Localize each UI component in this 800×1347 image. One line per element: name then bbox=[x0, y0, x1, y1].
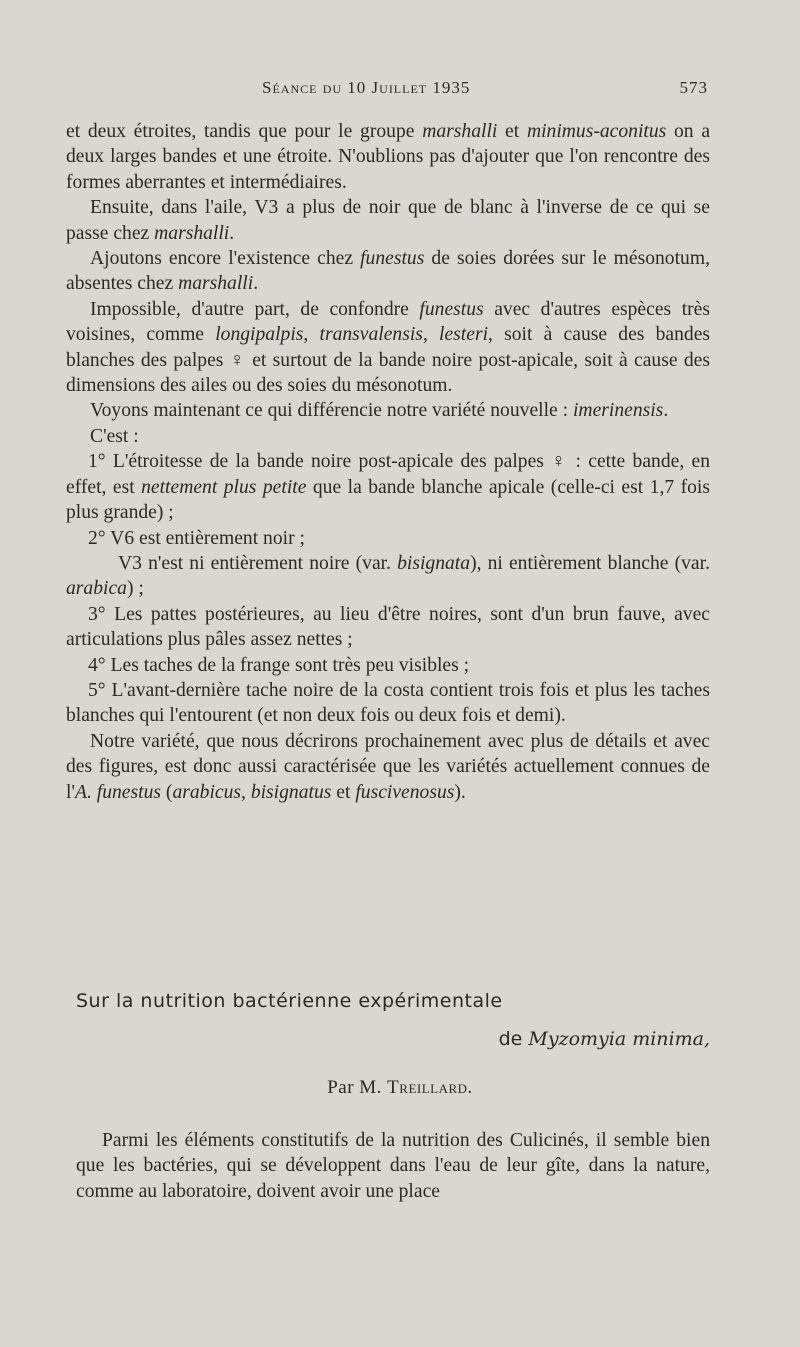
list-item: 4° Les taches de la frange sont très peu visibles ; bbox=[88, 654, 470, 676]
running-title: Séance du 10 Juillet 1935 bbox=[262, 78, 471, 97]
list-item: V3 n'est ni entièrement noire (var. bisignata), ni entièrement blanche (var. arabica) ; bbox=[66, 552, 710, 600]
paragraph: Impossible, d'autre part, de confondre funestus avec d'autres espèces très voisines, comme longipalpis, transvalensis, lesteri, soit à cause des bandes blanches des palpes ♀ et surtout de la bande noire post-apicale, soit à cause des dimensions des ailes ou des soies du mésonotum. bbox=[66, 298, 711, 397]
paragraph: Ensuite, dans l'aile, V3 a plus de noir que de blanc à l'inverse de ce qui se passe chez marshalli. bbox=[66, 197, 710, 244]
list-item: 3° Les pattes postérieures, au lieu d'être noires, sont d'un brun fauve, avec articulations plus pâles assez nettes ; bbox=[66, 603, 710, 651]
article-title-line-2 bbox=[499, 1028, 710, 1050]
list-item: 2° V6 est entièrement noir ; bbox=[88, 527, 305, 549]
article-body bbox=[76, 1128, 710, 1204]
paragraph: Notre variété, que nous décrirons prochainement avec plus de détails et avec des figures, est donc aussi caractérisée que les variétés actuellement connues de l'A. funestus (arabicus, bisignatus et fuscivenosus). bbox=[66, 730, 710, 803]
list-item: 1° L'étroitesse de la bande noire post-apicale des palpes ♀ : cette bande, en effet, est nettement plus petite que la bande blanche apicale (celle-ci est 1,7 fois plus grande) ; bbox=[66, 451, 710, 524]
article-title-species: Myzomyia minima, bbox=[528, 1028, 710, 1050]
paragraph: Ajoutons encore l'existence chez funestus de soies dorées sur le mésonotum, absentes chez marshalli. bbox=[66, 248, 710, 295]
paragraph: et deux étroites, tandis que pour le groupe marshalli et minimus-aconitus on a deux larges bandes et une étroite. N'oublions pas d'ajouter que l'on rencontre des formes aberrantes et intermédiaires. bbox=[66, 121, 711, 193]
byline-author: Treillard. bbox=[387, 1077, 473, 1098]
paragraph: Voyons maintenant ce qui différencie notre variété nouvelle : imerinensis. bbox=[90, 400, 669, 422]
running-head bbox=[0, 78, 800, 108]
article-title-line-1: Sur la nutrition bactérienne expérimentale bbox=[76, 990, 503, 1012]
body-text bbox=[66, 119, 710, 805]
byline-prefix: Par M. bbox=[327, 1077, 388, 1098]
paragraph: C'est : bbox=[90, 425, 139, 447]
list-item: 5° L'avant-dernière tache noire de la costa contient trois fois et plus les taches blanches qui l'entourent (et non deux fois ou deux fois et demi). bbox=[66, 679, 710, 727]
page-number: 573 bbox=[679, 78, 708, 97]
article-title-prefix: de bbox=[498, 1028, 529, 1050]
byline bbox=[0, 1077, 800, 1099]
paragraph: Parmi les éléments constitutifs de la nutrition des Culicinés, il semble bien que les bactéries, qui se développent dans l'eau de leur gîte, dans la nature, comme au laboratoire, doivent avoir une place bbox=[76, 1130, 710, 1202]
